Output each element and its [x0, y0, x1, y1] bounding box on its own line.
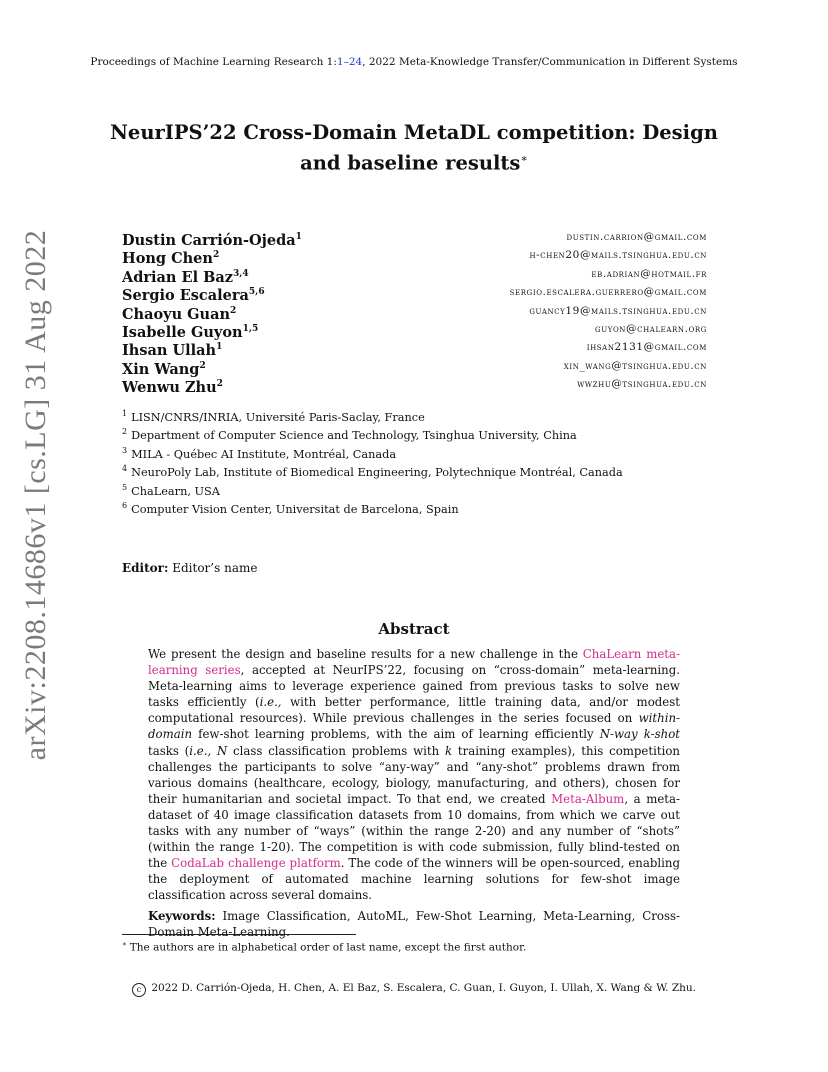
copyright-icon: c: [132, 983, 146, 997]
codalab-link[interactable]: CodaLab challenge platform: [171, 856, 341, 871]
author-row: [122, 265, 707, 286]
author-row: [122, 228, 707, 249]
author-row: [122, 283, 707, 304]
author-row: [122, 246, 707, 268]
header-suffix: , 2022 Meta-Knowledge Transfer/Communication in Different Systems: [362, 56, 738, 68]
footnote-mark: ∗: [122, 940, 127, 948]
copyright-text: 2022 D. Carrión-Ojeda, H. Chen, A. El Baz, S. Escalera, C. Guan, I. Guyon, I. Ullah, X. Wang & W. Zhu.: [151, 982, 696, 994]
affiliation-item: $^6$ Computer Vision Center, Universitat de Barcelona, Spain: [122, 500, 459, 516]
author-name: Hong Chen$^2$: [122, 250, 220, 268]
author-name: Ihsan Ullah$^1$: [122, 342, 223, 360]
author-email: h-chen20@mails.tsinghua.edu.cn: [529, 249, 707, 262]
author-email: guyon@chalearn.org: [595, 322, 707, 335]
abstract-heading: Abstract: [378, 620, 450, 638]
affiliation-item: $^3$ MILA - Québec AI Institute, Montréal, Canada: [122, 445, 397, 461]
author-row: [122, 375, 707, 396]
arxiv-stamp-text: arXiv:2208.14686v1 [cs.LG] 31 Aug 2022: [19, 229, 52, 761]
author-name: Wenwu Zhu$^2$: [122, 378, 223, 396]
affiliation-list: [122, 405, 722, 515]
author-name: Xin Wang$^2$: [122, 360, 206, 378]
author-email: wwzhu@tsinghua.edu.cn: [577, 378, 707, 391]
author-row: [122, 320, 707, 341]
paper-title: [90, 120, 738, 177]
author-name: Isabelle Guyon$^{1,5}$: [122, 323, 259, 341]
editor-label: Editor:: [122, 561, 169, 575]
abstract-paragraph: We present the design and baseline results for a new challenge in the ChaLearn meta-learning series, accepted at NeurIPS’22, focusing on “cross-domain” meta-learning. Meta-learning aims to leverage experience gained from previous tasks to solve new tasks efficiently (i.e., with better performance, little training data, and/or modest computational resources). While previous challenges in the series focused on within-domain few-shot learning problems, with the aim of learning efficiently N-way k-shot tasks (i.e., N class classification problems with k training examples), this competition challenges the participants to solve “any-way” and “any-shot” problems drawn from various domains (healthcare, ecology, biology, manufacturing, and others), chosen for their humanitarian and societal impact. To that end, we created Meta-Album, a meta-dataset of 40 image classification datasets from 10 domains, from which we carve out tasks with any number of “ways” (within the range 2-20) and any number of “shots” (within the range 1-20). The competition is with code submission, fully blind-tested on the CodaLab challenge platform. The code of the winners will be open-sourced, enabling the deployment of automated machine learning solutions for few-shot image classification across several domains.: [148, 647, 681, 903]
running-header: [0, 56, 828, 68]
affiliation-item: $^4$ NeuroPoly Lab, Institute of Biomedical Engineering, Polytechnique Montréal, Canada: [122, 464, 623, 479]
affiliation-item: $^1$ LISN/CNRS/INRIA, Université Paris-Saclay, France: [122, 409, 425, 424]
affiliation-item: $^5$ ChaLearn, USA: [122, 482, 220, 498]
author-name: Dustin Carrión-Ojeda$^1$: [122, 231, 302, 249]
author-email: eb.adrian@hotmail.fr: [591, 267, 707, 280]
author-name: Sergio Escalera$^{5,6}$: [122, 287, 265, 304]
editor-value: Editor’s name: [172, 561, 258, 575]
author-email: xin_wang@tsinghua.edu.cn: [563, 359, 707, 372]
paper-title-text: NeurIPS’22 Cross-Domain MetaDL competition: Design and baseline results: [110, 121, 718, 175]
author-name: Chaoyu Guan$^2$: [122, 305, 237, 323]
editor-line: [122, 561, 257, 575]
copyright-line: [0, 982, 828, 997]
author-row: [122, 357, 707, 378]
author-row: [122, 302, 707, 323]
author-email: sergio.escalera.guerrero@gmail.com: [509, 286, 707, 299]
abstract-body: [148, 646, 680, 940]
keywords-text: Image Classification, AutoML, Few-Shot Learning, Meta-Learning, Cross-Domain Meta-Learning.: [148, 908, 680, 939]
author-name: Adrian El Baz$^{3,4}$: [122, 268, 249, 286]
footnote-rule: [122, 934, 356, 935]
author-email: guancy19@mails.tsinghua.edu.cn: [529, 304, 707, 317]
footnote-text: The authors are in alphabetical order of last name, except the first author.: [129, 941, 527, 954]
author-list: [122, 228, 707, 394]
footnote: [122, 940, 526, 954]
affiliation-item: $^2$ Department of Computer Science and Technology, Tsinghua University, China: [122, 427, 577, 443]
header-prefix: Proceedings of Machine Learning Research 1:: [90, 56, 337, 68]
author-email: dustin.carrion@gmail.com: [566, 231, 707, 243]
author-row: [122, 338, 707, 360]
header-pages-link[interactable]: 1–24: [336, 56, 363, 68]
meta-album-link[interactable]: Meta-Album: [551, 791, 625, 806]
keywords-label: Keywords:: [148, 908, 216, 923]
author-email: ihsan2131@gmail.com: [586, 341, 707, 354]
title-footnote-mark: ∗: [520, 152, 528, 165]
chalearn-series-link[interactable]: ChaLearn meta-learning series: [148, 647, 680, 678]
